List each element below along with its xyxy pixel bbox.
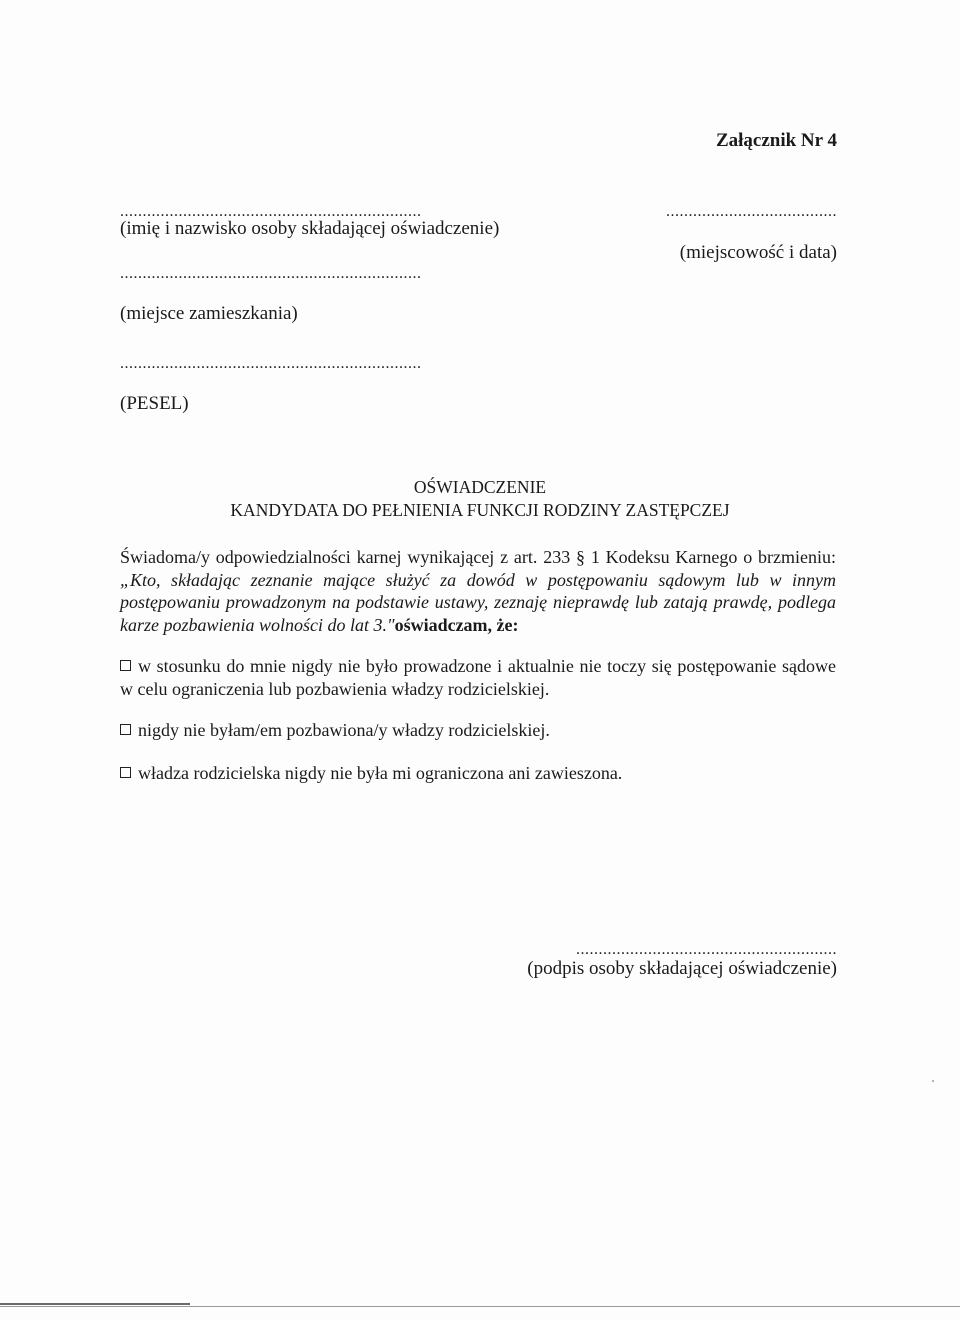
document-title: OŚWIADCZENIE — [413, 477, 547, 497]
checkbox-never-deprived[interactable] — [120, 724, 131, 735]
declaration-item — [120, 655, 836, 700]
place-date-field-label: (miejscowość i data) — [679, 242, 837, 263]
declaration-item-label: w stosunku do mnie nigdy nie było prowadzone i aktualnie nie toczy się postępowanie sądowe w celu ograniczenia lub pozbawienia władzy rodzicielskiej. — [120, 656, 836, 699]
signature-dotted-line[interactable]: .......................................................... — [576, 941, 837, 958]
scan-bottom-line — [0, 1306, 960, 1307]
signature-label: (podpis osoby składającej oświadczenie) — [527, 958, 837, 979]
address-field-label: (miejsce zamieszkania) — [120, 303, 298, 324]
checkbox-no-court-proceedings[interactable] — [120, 660, 131, 671]
pesel-dotted-line[interactable]: ................................................................... — [120, 355, 422, 372]
name-dotted-line[interactable]: ................................................................... — [120, 203, 422, 220]
declaration-item — [120, 719, 836, 742]
statement-paragraph — [120, 546, 836, 636]
scan-edge — [0, 1303, 190, 1305]
declaration-item-label: nigdy nie byłam/em pozbawiona/y władzy rodzicielskiej. — [138, 720, 550, 740]
name-field-label: (imię i nazwisko osoby składającej oświadczenie) — [120, 218, 500, 239]
declaration-item — [120, 762, 836, 785]
statement-intro: Świadoma/y odpowiedzialności karnej wynikającej z art. 233 § 1 Kodeksu Karnego o brzmieniu: — [120, 547, 836, 567]
scan-speck — [932, 1080, 934, 1082]
statement-legal-quote: „Kto, składając zeznanie mające służyć za dowód w postępowaniu sądowym lub w innym postępowaniu prowadzonym na podstawie ustawy, zeznaję nieprawdę lub zatają prawdę, podlega karze pozbawienia wolności do lat 3." — [120, 569, 836, 635]
document-subtitle: KANDYDATA DO PEŁNIENIA FUNKCJI RODZINY ZASTĘPCZEJ — [230, 500, 730, 520]
address-dotted-line[interactable]: ................................................................... — [120, 265, 422, 282]
statement-declaration: oświadczam, że: — [394, 614, 519, 635]
place-date-dotted-line[interactable]: ...................................... — [666, 203, 837, 220]
annex-number: Załącznik Nr 4 — [715, 130, 837, 151]
pesel-field-label: (PESEL) — [120, 393, 189, 414]
declaration-item-label: władza rodzicielska nigdy nie była mi ograniczona ani zawieszona. — [138, 763, 623, 783]
checkbox-never-limited[interactable] — [120, 767, 131, 778]
